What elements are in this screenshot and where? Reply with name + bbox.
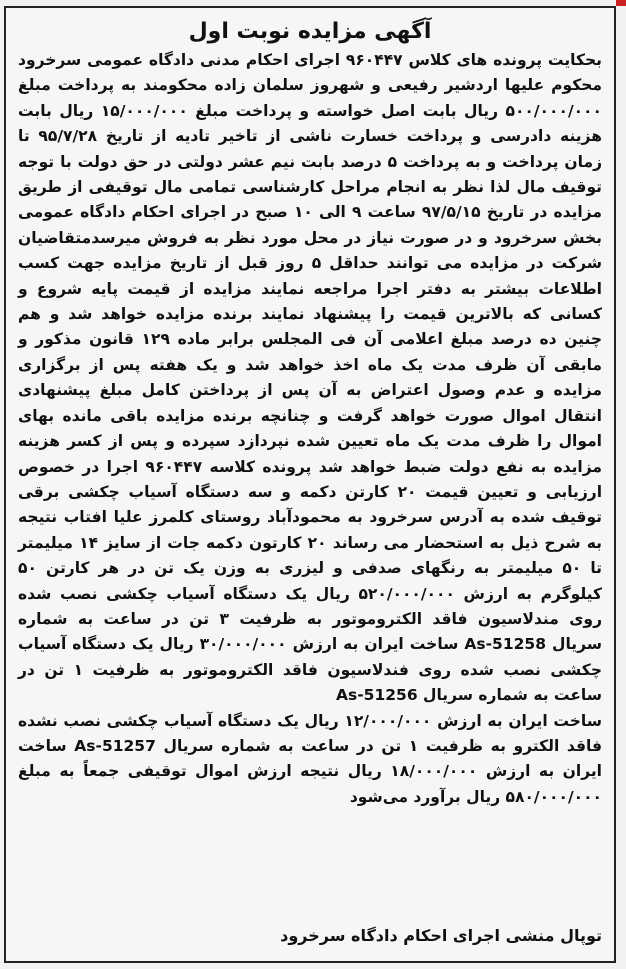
red-corner-mark	[616, 0, 626, 6]
notice-title: آگهی مزایده نوبت اول	[188, 19, 432, 44]
auction-notice	[4, 6, 616, 963]
notice-paragraph: بحکایت پرونده های کلاس ۹۶۰۴۴۷ اجرای احکام مدنی دادگاه عمومی سرخرود محکوم علیها اردشیر رفیعی و شهروز سلمان زاده محکومند به پرداخت مبلغ ۵۰۰/۰۰۰/۰۰۰ ریال بابت اصل خواسته و پرداخت مبلغ ۱۵/۰۰۰/۰۰۰ ریال بابت هزینه دادرسی و پرداخت خسارت ناشی از تاخیر تادیه از تاریخ ۹۵/۷/۲۸ تا زمان پرداخت و به پرداخت ۵ درصد بابت نیم عشر دولتی در حق دولت با توجه توقیف مال لذا نظر به انجام مراحل کارشناسی تمامی مال توقیفی از طریق مزایده در تاریخ ۹۷/۵/۱۵ ساعت ۹ الی ۱۰ صبح در اجرای احکام دادگاه عمومی بخش سرخرود و در صورت نیاز در محل مورد نظر به فروش میرسدمتقاضیان شرکت در مزایده می توانند حداقل ۵ روز قبل از تاریخ مزایده جهت کسب اطلاعات بیشتر به دفتر اجرا مراجعه نمایند مزایده از قیمت پایه شروع و کسانی که بالاترین قیمت را پیشنهاد نمایند برنده مزایده خواهد شد و هم چنین ده درصد مبلغ اعلامی آن فی المجلس برابر ماده ۱۲۹ قانون مذکور و مابقی آن ظرف مدت یک ماه اخذ خواهد شد و یک هفته پس از برگزاری مزایده و عدم وصول اعتراض به آن پس از پرداختن کامل مبلغ پیشنهادی انتقال اموال صورت خواهد گرفت و چنانچه برنده مزایده باقی مانده بهای اموال را ظرف مدت یک ماه تعیین شده نپردازد سپرده و پس از کسر هزینه مزایده به نفع دولت ضبط خواهد شد پرونده کلاسه ۹۶۰۴۴۷ اجرا در خصوص ارزیابی و تعیین قیمت ۲۰ کارتن دکمه و سه دستگاه آسیاب چکشی برقی توقیف شده به آدرس سرخرود به محمودآباد روستای کلمرز علیا افتاب نتیجه به شرح ذیل به استحضار می رساند ۲۰ کارتون دکمه جات از سایز ۱۴ میلیمتر تا ۵۰ میلیمتر به رنگهای صدفی و لیزری به وزن یک تن در هر کارتن ۵۰ کیلوگرم به ارزش ۵۲۰/۰۰۰/۰۰۰ ریال یک دستگاه آسیاب چکشی نصب شده روی مندلاسیون فاقد الکتروموتور به ظرفیت ۳ تن در ساعت به شماره سریال As-51258 ساخت ایران به ارزش ۳۰/۰۰۰/۰۰۰ ریال یک دستگاه آسیاب چکشی نصب شده روی فندلاسیون فاقد الکتروموتور به ظرفیت ۱ تن در ساعت به شماره سریال As-51256	[18, 51, 603, 705]
notice-signature: توپال منشی اجرای احکام دادگاه سرخرود	[280, 926, 602, 945]
notice-paragraph: ساخت ایران به ارزش ۱۲/۰۰۰/۰۰۰ ریال یک دستگاه آسیاب چکشی نصب نشده فاقد الکترو به ظرفیت ۱ تن در ساعت به شماره سریال As-51257 ساخت ایران به ارزش ۱۸/۰۰۰/۰۰۰ ریال نتیجه ارزش اموال توقیفی جمعاً به مبلغ ۵۸۰/۰۰۰/۰۰۰ ریال برآورد می‌شود	[18, 711, 602, 806]
notice-body	[6, 46, 614, 810]
